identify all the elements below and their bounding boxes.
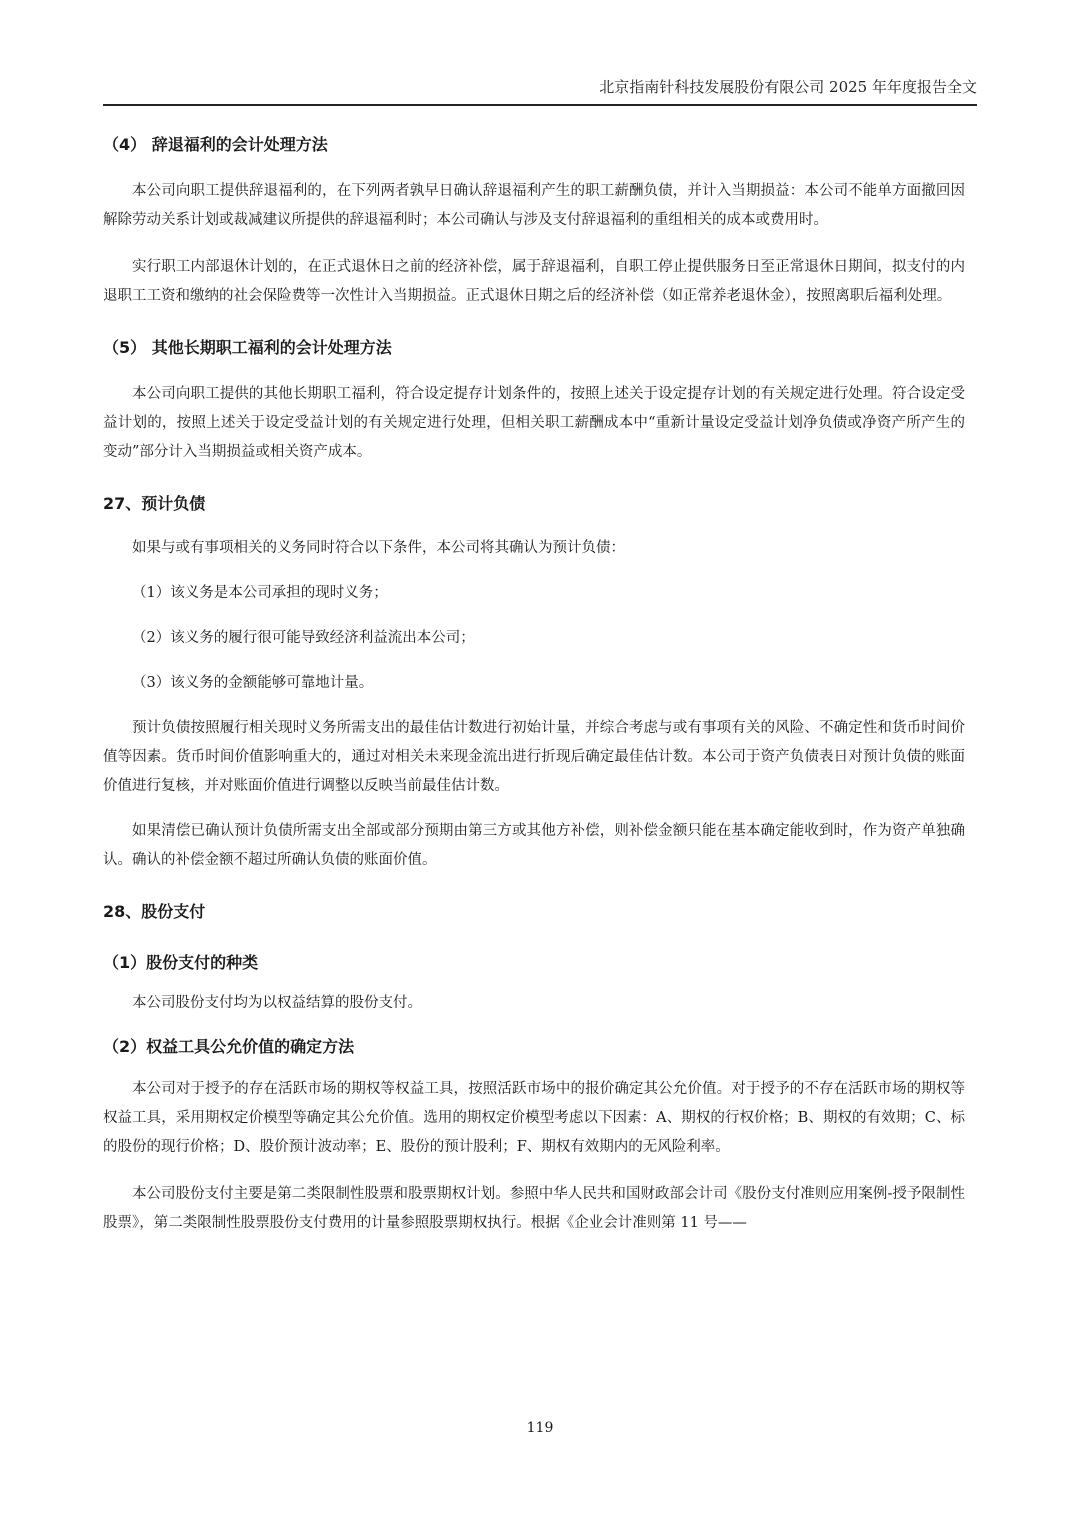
page-header (103, 74, 977, 106)
list-item: （2）该义务的履行很可能导致经济利益流出本公司； (132, 630, 475, 646)
heading-share-based-payment: 28、股份支付 (103, 902, 206, 921)
paragraph: 实行职工内部退休计划的，在正式退休日之前的经济补偿，属于辞退福利，自职工停止提供服务日至正常退休日期间，拟支付的内退职工工资和缴纳的社会保险费等一次性计入当期损益。正式退休日期之后的经济补偿（如正常养老退休金），按照离职后福利处理。 (103, 259, 965, 304)
list-item: （1）该义务是本公司承担的现时义务； (132, 585, 388, 601)
heading-equity-fair-value: （2）权益工具公允价值的确定方法 (103, 1037, 355, 1056)
header-title: 北京指南针科技发展股份有限公司 2025 年年度报告全文 (599, 78, 977, 96)
paragraph: 本公司对于授予的存在活跃市场的期权等权益工具，按照活跃市场中的报价确定其公允价值。对于授予的不存在活跃市场的期权等权益工具，采用期权定价模型等确定其公允价值。选用的期权定价模型考虑以下因素：A、期权的行权价格；B、期权的有效期；C、标的股份的现行价格；D、股价预计波动率；E、股份的预计股利；F、期权有效期内的无风险利率。 (103, 1081, 965, 1155)
paragraph: 本公司股份支付均为以权益结算的股份支付。 (132, 995, 422, 1011)
paragraph: 预计负债按照履行相关现时义务所需支出的最佳估计数进行初始计量，并综合考虑与或有事项有关的风险、不确定性和货币时间价值等因素。货币时间价值影响重大的，通过对相关未来现金流出进行折现后确定最佳估计数。本公司于资产负债表日对预计负债的账面价值进行复核，并对账面价值进行调整以反映当前最佳估计数。 (103, 720, 965, 794)
paragraph: 如果清偿已确认预计负债所需支出全部或部分预期由第三方或其他方补偿，则补偿金额只能在基本确定能收到时，作为资产单独确认。确认的补偿金额不超过所确认负债的账面价值。 (103, 823, 965, 868)
page-number: 119 (526, 1420, 554, 1436)
list-item: （3）该义务的金额能够可靠地计量。 (132, 675, 374, 691)
heading-other-long-term-benefits: （5） 其他长期职工福利的会计处理方法 (103, 338, 392, 357)
paragraph: 本公司股份支付主要是第二类限制性股票和股票期权计划。参照中华人民共和国财政部会计司《股份支付准则应用案例-授予限制性股票》，第二类限制性股票股份支付费用的计量参照股票期权执行。根据《企业会计准则第 11 号—— (103, 1186, 965, 1231)
heading-provisions: 27、预计负债 (103, 494, 206, 513)
heading-termination-benefits: （4） 辞退福利的会计处理方法 (103, 135, 328, 154)
document-body (103, 126, 965, 1238)
heading-share-payment-types: （1）股份支付的种类 (103, 953, 259, 972)
paragraph: 如果与或有事项相关的义务同时符合以下条件，本公司将其确认为预计负债： (132, 540, 625, 556)
paragraph: 本公司向职工提供辞退福利的，在下列两者孰早日确认辞退福利产生的职工薪酬负债，并计入当期损益：本公司不能单方面撤回因解除劳动关系计划或裁减建议所提供的辞退福利时；本公司确认与涉及支付辞退福利的重组相关的成本或费用时。 (103, 183, 965, 228)
paragraph: 本公司向职工提供的其他长期职工福利，符合设定提存计划条件的，按照上述关于设定提存计划的有关规定进行处理。符合设定受益计划的，按照上述关于设定受益计划的有关规定进行处理，但相关职工薪酬成本中“重新计量设定受益计划净负债或净资产所产生的变动”部分计入当期损益或相关资产成本。 (103, 386, 965, 460)
